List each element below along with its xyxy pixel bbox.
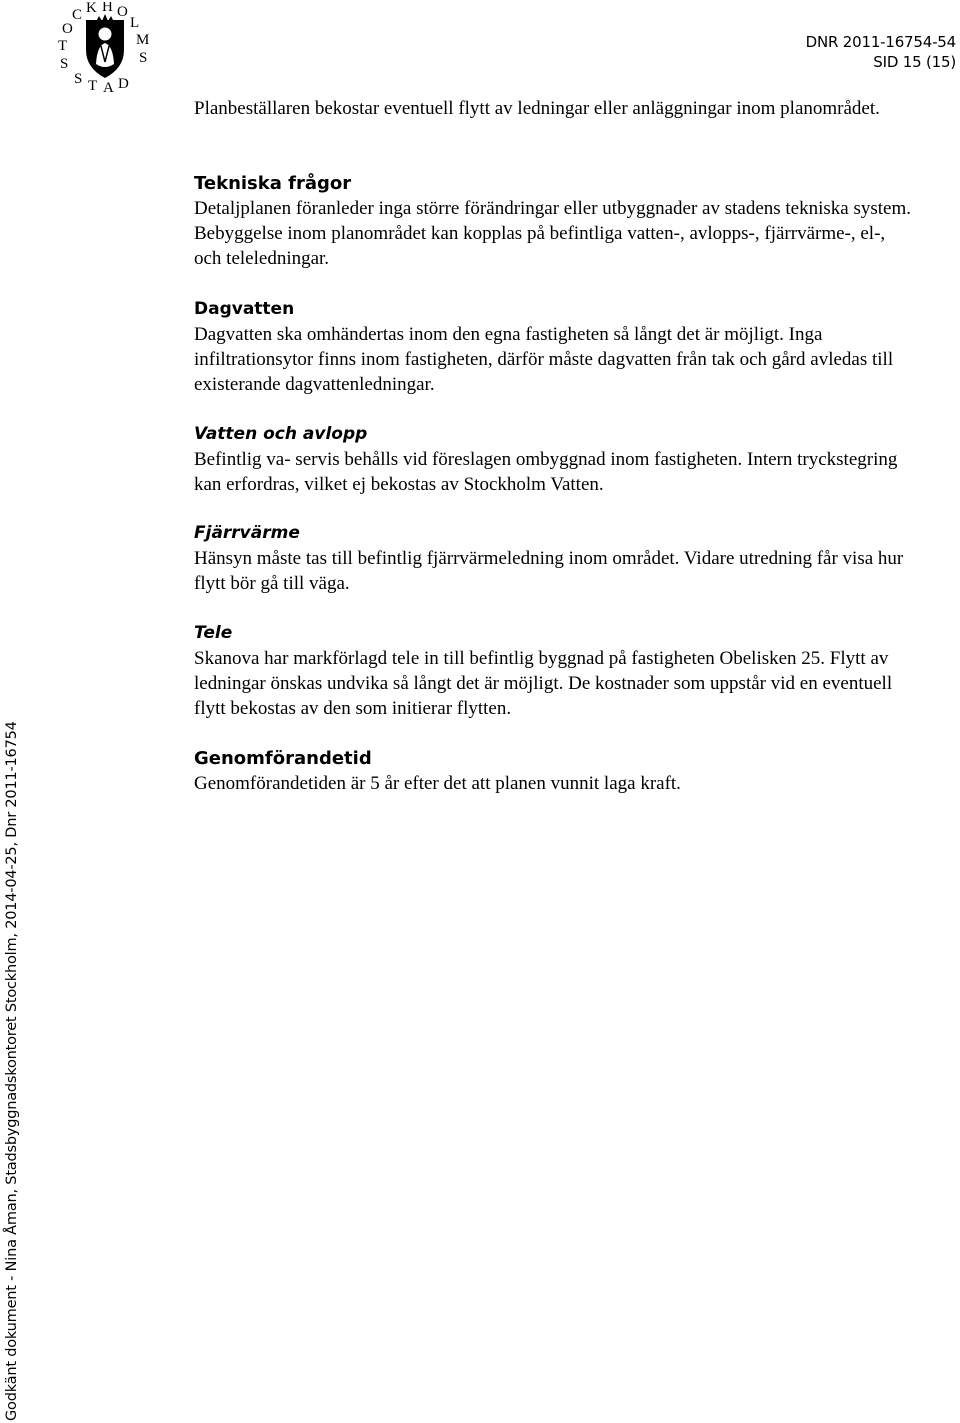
logo-letter-o: O — [62, 21, 73, 37]
heading-fjarrvarme: Fjärrvärme — [194, 523, 300, 543]
heading-vatten-och-avlopp: Vatten och avlopp — [194, 424, 368, 444]
logo-letter-t2: T — [88, 78, 98, 94]
document-reference — [806, 32, 956, 72]
logo-letter-h: H — [102, 2, 113, 15]
logo-letter-l: L — [130, 15, 140, 31]
section-tekniska-fragor — [194, 171, 914, 271]
logo-letter-d: D — [118, 76, 129, 92]
paragraph-fjarrvarme: Hänsyn måste tas till befintlig fjärrvärmeledning inom området. Vidare utredning får visa hur flytt bör gå till väga. — [194, 548, 904, 594]
paragraph-dagvatten: Dagvatten ska omhändertas inom den egna fastigheten så långt det är möjligt. Inga infiltrationsytor finns inom fastigheten, därför måste dagvatten från tak och gård avledas till existerande dagvattenledningar. — [194, 324, 894, 395]
heading-genomforandetid: Genomförandetid — [194, 748, 372, 769]
heading-dagvatten: Dagvatten — [194, 299, 295, 319]
saint-erik-emblem — [86, 14, 124, 78]
logo-letter-k: K — [86, 2, 97, 16]
heading-tekniska-fragor: Tekniska frågor — [194, 173, 352, 194]
logo-letter-t: T — [58, 38, 68, 54]
section-vatten-och-avlopp — [194, 422, 914, 497]
intro-paragraph: Planbeställaren bekostar eventuell flytt av ledningar eller anläggningar inom planområdet. — [194, 98, 880, 119]
heading-tele: Tele — [194, 623, 233, 643]
logo-letter-a: A — [103, 80, 114, 96]
section-dagvatten — [194, 297, 914, 397]
page-number: SID 15 (15) — [873, 53, 956, 71]
logo-letter-s: S — [60, 56, 69, 72]
stockholms-stad-logo — [50, 2, 160, 96]
logo-letter-m: M — [136, 32, 150, 48]
section-genomforandetid — [194, 746, 914, 796]
paragraph-tele: Skanova har markförlagd tele in till befintlig byggnad på fastigheten Obelisken 25. Flytt av ledningar önskas undvika så långt det är möjligt. De kostnader som uppstår vid en eventuell flytt bekostas av den som initierar flytten. — [194, 648, 893, 719]
logo-letter-s3: S — [74, 71, 83, 87]
section-tele — [194, 621, 914, 721]
approval-side-note: Godkänt dokument - Nina Åman, Stadsbyggnadskontoret Stockholm, 2014-04-25, Dnr 2011-16754 — [4, 721, 20, 1421]
dnr-number: DNR 2011-16754-54 — [805, 33, 956, 51]
logo-letter-s2: S — [139, 50, 148, 66]
paragraph-vatten-och-avlopp: Befintlig va- servis behålls vid föreslagen ombyggnad inom fastigheten. Intern tryckstegring kan erfordras, vilket ej bekostas av Stockholm Vatten. — [194, 449, 898, 495]
section-fjarrvarme — [194, 521, 914, 596]
paragraph-genomforandetid: Genomförandetiden är 5 år efter det att planen vunnit laga kraft. — [194, 773, 681, 794]
paragraph-tekniska-fragor: Detaljplanen föranleder inga större förändringar eller utbyggnader av stadens tekniska system. Bebyggelse inom planområdet kan kopplas på befintliga vatten-, avlopps-, fjärrvärme-, el-, och teleledningar. — [194, 198, 911, 269]
logo-letter-o2: O — [117, 4, 128, 20]
logo-letter-c: C — [72, 7, 83, 23]
